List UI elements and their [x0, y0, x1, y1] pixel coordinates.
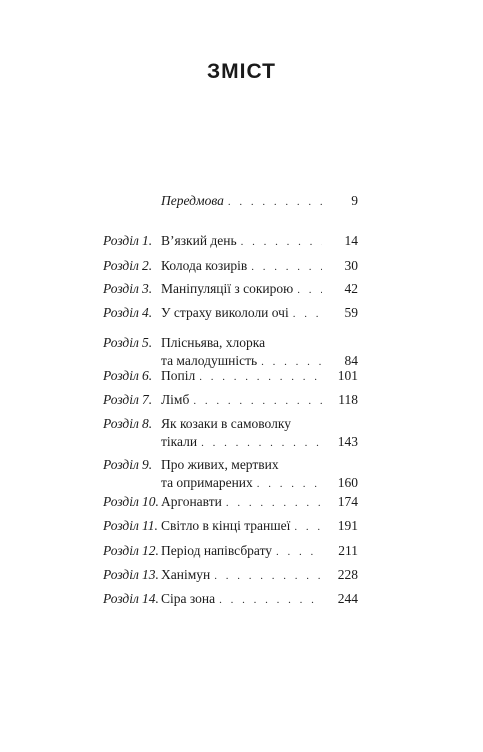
- chapter-word: Розділ: [103, 335, 139, 350]
- chapter-title: [161, 281, 326, 299]
- toc-page-number: 174: [337, 494, 358, 509]
- chapter-title: [161, 518, 326, 536]
- chapter-number: 8.: [142, 416, 153, 431]
- chapter-number: 4.: [142, 305, 153, 320]
- leader-dots: [251, 261, 322, 273]
- chapter-title: [161, 567, 326, 585]
- chapter-title: [161, 457, 326, 493]
- chapter-number: 3.: [142, 281, 153, 296]
- toc-page-number: 143: [337, 434, 358, 449]
- chapter-title-text: та опримарених: [161, 475, 253, 490]
- leader-dots: [219, 594, 322, 606]
- chapter-title: [161, 368, 326, 386]
- chapter-title-text: Ханімун: [161, 567, 211, 582]
- chapter-title: [161, 392, 326, 410]
- toc-page-number: 42: [344, 281, 358, 296]
- chapter-title-text: Аргонавти: [161, 494, 222, 509]
- leader-dots: [193, 395, 322, 407]
- chapter-title: [161, 233, 326, 251]
- chapter-word: Розділ: [103, 457, 139, 472]
- chapter-word: Розділ: [103, 281, 139, 296]
- chapter-word: Розділ: [103, 233, 139, 248]
- chapter-title-text: У страху викололи очі: [161, 305, 289, 320]
- leader-dots: [214, 570, 322, 582]
- chapter-title-line: [161, 567, 326, 585]
- chapter-number: 9.: [142, 457, 153, 472]
- chapter-title-line: [161, 475, 326, 493]
- leader-dots: [294, 521, 322, 533]
- chapter-title: [161, 543, 326, 561]
- chapter-title-text: та малодушність: [161, 353, 258, 368]
- toc-line: [161, 193, 326, 211]
- toc-page-number: 30: [344, 258, 358, 273]
- chapter-title-text: Як козаки в самоволку: [161, 416, 291, 431]
- chapter-title-text: Плісньява, хлорка: [161, 335, 266, 350]
- chapter-title-text: Колода козирів: [161, 258, 248, 273]
- chapter-number: 12.: [142, 543, 159, 558]
- chapter-number: 5.: [142, 335, 153, 350]
- chapter-title-line: [161, 392, 326, 410]
- toc-page-number: 118: [338, 392, 358, 407]
- chapter-title: [161, 494, 326, 512]
- toc-page-number: 84: [344, 353, 358, 368]
- page-title: ЗМІСТ: [207, 60, 276, 83]
- chapter-title-line: [161, 494, 326, 512]
- toc-page-number: 59: [344, 305, 358, 320]
- chapter-title-line: [161, 416, 326, 434]
- chapter-title-line: [161, 233, 326, 251]
- leader-dots: [257, 478, 322, 490]
- chapter-title: [161, 258, 326, 276]
- leader-dots: [261, 356, 322, 368]
- chapter-title-line: [161, 305, 326, 323]
- chapter-title: [161, 305, 326, 323]
- leader-dots: [201, 437, 322, 449]
- chapter-title-line: [161, 258, 326, 276]
- chapter-word: Розділ: [103, 567, 139, 582]
- chapter-title-text: Сіра зона: [161, 591, 216, 606]
- leader-dots: [241, 236, 322, 248]
- chapter-title-text: Попіл: [161, 368, 196, 383]
- chapter-word: Розділ: [103, 543, 139, 558]
- toc-preface-title: Передмова: [161, 193, 224, 208]
- chapter-number: 13.: [142, 567, 159, 582]
- chapter-word: Розділ: [103, 368, 139, 383]
- chapter-title-line: [161, 281, 326, 299]
- chapter-number: 10.: [142, 494, 159, 509]
- chapter-title-text: Світло в кінці траншеї: [161, 518, 291, 533]
- chapter-word: Розділ: [103, 258, 139, 273]
- chapter-title-line: [161, 543, 326, 561]
- chapter-word: Розділ: [103, 392, 139, 407]
- toc-page-number: 9: [351, 193, 358, 208]
- chapter-title-line: [161, 434, 326, 452]
- chapter-number: 1.: [142, 233, 153, 248]
- toc-page-number: 160: [337, 475, 358, 490]
- chapter-title-text: Період напівсбрату: [161, 543, 273, 558]
- chapter-title-line: [161, 368, 326, 386]
- chapter-word: Розділ: [103, 591, 139, 606]
- chapter-number: 2.: [142, 258, 153, 273]
- toc-page-number: 211: [338, 543, 358, 558]
- toc-page-number: 191: [337, 518, 358, 533]
- chapter-word: Розділ: [103, 305, 139, 320]
- toc-page-number: 101: [337, 368, 358, 383]
- chapter-title-text: Про живих, мертвих: [161, 457, 279, 472]
- chapter-word: Розділ: [103, 416, 139, 431]
- chapter-number: 11.: [142, 518, 158, 533]
- leader-dots: [276, 546, 322, 558]
- chapter-title-line: [161, 518, 326, 536]
- toc-page-number: 228: [337, 567, 358, 582]
- leader-dots: [226, 497, 322, 509]
- chapter-number: 6.: [142, 368, 153, 383]
- leader-dots: [297, 284, 322, 296]
- chapter-number: 14.: [142, 591, 159, 606]
- chapter-title-text: Лімб: [161, 392, 190, 407]
- toc-preface-body: [161, 193, 326, 211]
- leader-dots: [228, 196, 322, 208]
- leader-dots: [199, 371, 322, 383]
- chapter-number: 7.: [142, 392, 153, 407]
- chapter-title: [161, 335, 326, 371]
- chapter-title: [161, 591, 326, 609]
- toc-page-number: 14: [344, 233, 358, 248]
- chapter-word: Розділ: [103, 518, 139, 533]
- chapter-title-text: В’язкий день: [161, 233, 237, 248]
- chapter-title-line: [161, 335, 326, 353]
- chapter-title-line: [161, 591, 326, 609]
- leader-dots: [293, 308, 322, 320]
- chapter-title: [161, 416, 326, 452]
- chapter-title-text: тікали: [161, 434, 198, 449]
- toc-page-number: 244: [337, 591, 358, 606]
- chapter-title-text: Маніпуляції з сокирою: [161, 281, 294, 296]
- chapter-title-line: [161, 457, 326, 475]
- chapter-word: Розділ: [103, 494, 139, 509]
